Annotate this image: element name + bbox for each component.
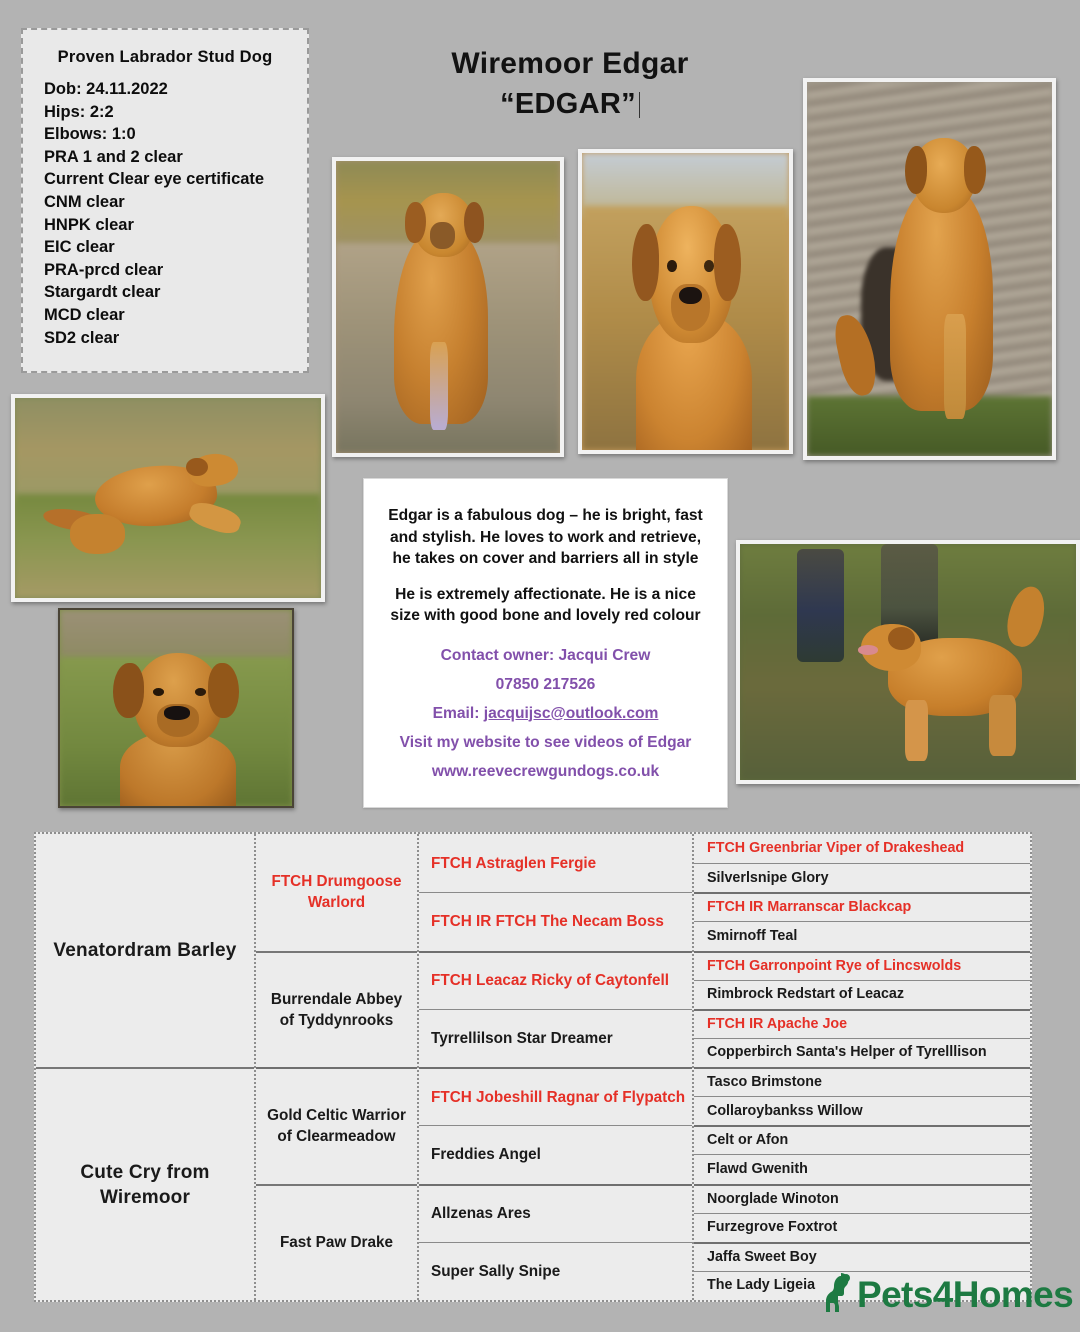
dog-nose — [679, 287, 702, 305]
dog-ear-left — [632, 224, 659, 301]
pedigree-dog-name: The Lady Ligeia — [707, 1277, 816, 1294]
dog-nose — [164, 706, 190, 720]
pedigree-dog-name: FTCH IR Marranscar Blackcap — [707, 899, 912, 916]
health-info-box — [21, 28, 309, 373]
dog-foreleg — [944, 314, 966, 419]
pedigree-cell-gen4 — [694, 1096, 1030, 1125]
health-test-line: HNPK clear — [44, 215, 134, 234]
email-label: Email: — [432, 704, 484, 722]
pedigree-dog-name: Jaffa Sweet Boy — [707, 1248, 817, 1265]
pedigree-generation-1-column — [36, 834, 254, 1300]
dog-ear-right — [208, 663, 238, 718]
pedigree-cell-gen3 — [419, 1067, 692, 1125]
pedigree-dog-name: Allzenas Ares — [431, 1205, 531, 1223]
pedigree-dog-name: Collaroybankss Willow — [707, 1102, 863, 1119]
dog-call-name: “EDGAR” — [500, 88, 636, 120]
pedigree-dog-name: Gold Celtic Warrior of Clearmeadow — [267, 1107, 406, 1146]
pedigree-cell-gen2 — [256, 1067, 417, 1184]
dog-foreleg — [430, 342, 448, 430]
pets4homes-dog-icon — [819, 1271, 855, 1318]
health-test-line: Stargardt clear — [44, 283, 161, 302]
pedigree-cell-gen3 — [419, 1009, 692, 1067]
pedigree-cell-gen4 — [694, 834, 1030, 863]
description-paragraph-2: He is extremely affectionate. He is a nice size with good bone and lovely red colour — [390, 585, 701, 624]
health-test-line: Current Clear eye certificate — [44, 170, 265, 189]
dog-tongue — [858, 645, 878, 654]
dog-eye-left — [667, 260, 677, 272]
pedigree-dog-name: Noorglade Winoton — [707, 1190, 839, 1207]
health-test-list — [33, 78, 297, 349]
photo-dog-sitting-by-fallen-tree — [803, 78, 1056, 460]
email-address-link[interactable]: jacquijsc@outlook.com — [483, 704, 659, 722]
contact-phone[interactable]: 07850 217526 — [495, 675, 596, 693]
dog-ear-left — [905, 146, 927, 195]
pedigree-cell-gen4 — [694, 1009, 1030, 1038]
pedigree-dog-name: Celt or Afon — [707, 1132, 789, 1149]
pedigree-generation-4-column — [692, 834, 1030, 1300]
health-test-line: Elbows: 1:0 — [44, 125, 136, 144]
pedigree-cell-gen3 — [419, 1184, 692, 1242]
pedigree-cell-gen3 — [419, 1125, 692, 1183]
pedigree-table — [34, 832, 1032, 1302]
dog-muzzle — [430, 222, 455, 248]
description-card — [363, 478, 728, 808]
pedigree-dog-name: FTCH Jobeshill Ragnar of Flypatch — [431, 1088, 686, 1106]
website-prompt: Visit my website to see videos of Edgar — [399, 733, 692, 751]
pedigree-cell-gen4 — [694, 1242, 1030, 1271]
pedigree-cell-gen2 — [256, 1184, 417, 1301]
pedigree-dog-name: FTCH Leacaz Ricky of Caytonfell — [431, 972, 670, 990]
dog-kennel-name: Wiremoor Edgar — [451, 47, 689, 80]
pedigree-cell-gen3 — [419, 1242, 692, 1300]
pedigree-dog-name: Burrendale Abbey of Tyddynrooks — [270, 990, 403, 1029]
dog-rear-leg — [989, 695, 1016, 756]
health-test-line: PRA-prcd clear — [44, 260, 164, 279]
pedigree-cell-gen4 — [694, 921, 1030, 950]
contact-email-line — [380, 699, 711, 728]
pedigree-cell-gen2 — [256, 834, 417, 951]
photo-dog-standing-in-woodland — [736, 540, 1080, 784]
photo-scene — [582, 153, 789, 450]
health-test-line: EIC clear — [44, 238, 115, 257]
page-title — [350, 44, 790, 124]
photo-dog-sitting-in-stubble-field — [332, 157, 564, 457]
pedigree-dog-name: Super Sally Snipe — [431, 1262, 561, 1280]
pedigree-dog-name: Rimbrock Redstart of Leacaz — [707, 986, 905, 1003]
photo-scene — [15, 398, 321, 598]
dog-ear-right — [964, 146, 986, 195]
pedigree-cell-gen3 — [419, 834, 692, 892]
photo-dog-leaping-through-grass — [11, 394, 325, 602]
handler-legs-left — [797, 549, 844, 662]
pedigree-dog-name: Tyrrellilson Star Dreamer — [431, 1029, 613, 1047]
pedigree-cell-gen4 — [694, 863, 1030, 892]
health-test-line: PRA 1 and 2 clear — [44, 147, 183, 166]
photo-dog-head-portrait-golden-light — [578, 149, 793, 454]
health-test-line: SD2 clear — [44, 328, 120, 347]
pedigree-dog-name: Furzegrove Foxtrot — [707, 1219, 838, 1236]
description-paragraph-1: Edgar is a fabulous dog – he is bright, fast and stylish. He loves to work and retrieve, he takes on cover and barriers all in style — [388, 507, 703, 567]
pedigree-dog-name: Smirnoff Teal — [707, 927, 798, 944]
pedigree-cell-gen4 — [694, 1184, 1030, 1213]
info-box-title: Proven Labrador Stud Dog — [57, 48, 273, 66]
pedigree-dog-name: Freddies Angel — [431, 1146, 541, 1164]
pedigree-dog-name: Tasco Brimstone — [707, 1074, 822, 1091]
pedigree-dog-name: Copperbirch Santa's Helper of Tyrelllison — [707, 1044, 987, 1061]
pedigree-cell-gen4 — [694, 1125, 1030, 1154]
pedigree-generation-3-column — [417, 834, 692, 1300]
health-test-line: MCD clear — [44, 305, 125, 324]
pets4homes-watermark — [819, 1271, 1073, 1317]
dog-ear — [186, 458, 207, 476]
health-test-line: Dob: 24.11.2022 — [44, 80, 168, 98]
pedigree-cell-gen4 — [694, 1154, 1030, 1183]
dog-ear-right — [464, 202, 484, 243]
photo-scene — [807, 82, 1052, 456]
pedigree-cell-gen3 — [419, 892, 692, 950]
dog-ear-left — [405, 202, 425, 243]
pedigree-dog-name: FTCH IR FTCH The Necam Boss — [431, 913, 664, 931]
pedigree-cell-gen4 — [694, 980, 1030, 1009]
photo-dog-head-portrait-in-meadow — [58, 608, 294, 808]
website-url-link[interactable]: www.reevecrewgundogs.co.uk — [431, 762, 660, 780]
pedigree-dog-name: FTCH Garronpoint Rye of Lincswolds — [707, 957, 962, 974]
photo-scene — [336, 161, 560, 453]
pedigree-dog-name: Silverlsnipe Glory — [707, 869, 829, 886]
contact-owner-line: Contact owner: Jacqui Crew — [440, 646, 651, 664]
photo-scene — [740, 544, 1076, 780]
dog-call-name-wrap — [350, 84, 790, 124]
pedigree-dog-name: FTCH Drumgoose Warlord — [271, 873, 402, 912]
pedigree-cell-gen1 — [36, 1067, 254, 1300]
pedigree-dog-name: Flawd Gwenith — [707, 1160, 808, 1177]
pedigree-dog-name: FTCH Greenbriar Viper of Drakeshead — [707, 840, 965, 857]
dog-rear-legs — [70, 514, 125, 554]
pedigree-cell-gen3 — [419, 951, 692, 1009]
pedigree-cell-gen4 — [694, 892, 1030, 921]
dog-ear-left — [113, 663, 143, 718]
text-cursor-caret — [639, 92, 640, 118]
pedigree-cell-gen4 — [694, 1067, 1030, 1096]
pedigree-dog-name: FTCH IR Apache Joe — [707, 1015, 848, 1032]
pedigree-dog-name: Cute Cry from Wiremoor — [80, 1161, 210, 1208]
pedigree-cell-gen4 — [694, 1038, 1030, 1067]
pedigree-generation-2-column — [254, 834, 417, 1300]
pedigree-cell-gen1 — [36, 834, 254, 1067]
health-test-line: CNM clear — [44, 192, 125, 211]
pedigree-cell-gen4 — [694, 951, 1030, 980]
pedigree-dog-name: Fast Paw Drake — [279, 1234, 394, 1252]
dog-ear — [888, 627, 915, 651]
pedigree-dog-name: Venatordram Barley — [53, 940, 237, 961]
health-test-line: Hips: 2:2 — [44, 102, 114, 121]
pedigree-cell-gen4 — [694, 1213, 1030, 1242]
pets4homes-wordmark: Pets4Homes — [857, 1273, 1074, 1315]
dog-front-leg — [905, 700, 929, 761]
photo-scene — [60, 610, 292, 806]
pedigree-dog-name: FTCH Astraglen Fergie — [431, 854, 597, 872]
pedigree-cell-gen2 — [256, 951, 417, 1068]
dog-body — [890, 187, 993, 411]
